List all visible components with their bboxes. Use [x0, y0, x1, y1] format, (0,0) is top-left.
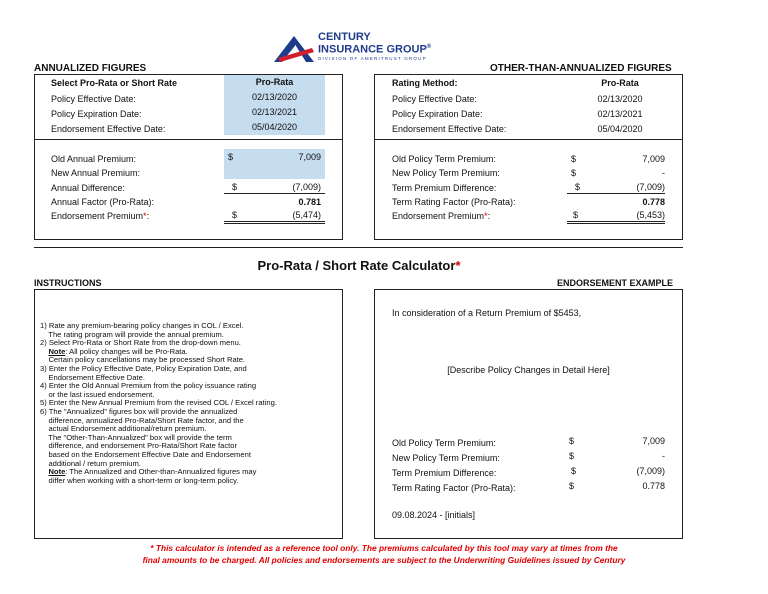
ex-old-label: Old Policy Term Premium:	[392, 438, 496, 448]
oth-old-value: 7,009	[642, 154, 665, 164]
oth-old-currency: $	[571, 154, 577, 164]
ann-diff-value: (7,009)	[292, 182, 321, 192]
ann-exp-label: Policy Expiration Date:	[51, 109, 142, 119]
ex-diff-currency: $	[571, 466, 577, 476]
ann-endprem-currency: $	[232, 210, 238, 220]
ann-end-label: Endorsement Effective Date:	[51, 124, 166, 134]
oth-diff-currency: $	[575, 182, 581, 192]
company-logo	[272, 32, 447, 68]
ex-new-currency: $	[569, 451, 575, 461]
ann-factor-value: 0.781	[298, 197, 321, 207]
ann-new-label: New Annual Premium:	[51, 168, 141, 178]
oth-eff-label: Policy Effective Date:	[392, 94, 477, 104]
ann-method-select[interactable]: Pro-Rata	[224, 75, 325, 90]
calculator-title-star: *	[455, 258, 461, 273]
ann-diff	[224, 181, 325, 194]
logo-mark-icon	[272, 32, 318, 66]
disclaimer-line2: final amounts to be charged. All policies and endorsements are subject to the Underwriting Guidelines issued by Century	[142, 555, 626, 565]
ann-endprem	[224, 209, 325, 224]
ann-end-input[interactable]: 05/04/2020	[224, 120, 325, 135]
oth-new-label: New Policy Term Premium:	[392, 168, 500, 178]
ann-old-currency: $	[228, 152, 234, 162]
example-title: ENDORSEMENT EXAMPLE	[557, 278, 674, 288]
ann-endprem-star: *	[143, 211, 147, 221]
oth-method-value: Pro-Rata	[601, 78, 639, 88]
oth-endprem-label: Endorsement Premium*:	[392, 211, 491, 221]
ann-divider	[35, 139, 342, 140]
ann-old-label: Old Annual Premium:	[51, 154, 137, 164]
ex-factor-currency: $	[569, 481, 575, 491]
annualized-box	[34, 74, 343, 240]
ann-eff-input[interactable]: 02/13/2020	[224, 90, 325, 105]
oth-diff-label: Term Premium Difference:	[392, 183, 497, 193]
annualized-title: ANNUALIZED FIGURES	[34, 63, 147, 74]
oth-eff-value: 02/13/2020	[597, 94, 643, 104]
ann-endprem-label: Endorsement Premium*:	[51, 211, 150, 221]
oth-exp-label: Policy Expiration Date:	[392, 109, 483, 119]
ann-endprem-value: (5,474)	[292, 210, 321, 220]
ann-diff-label: Annual Difference:	[51, 183, 125, 193]
other-box	[374, 74, 683, 240]
ex-diff-value: (7,009)	[636, 466, 665, 476]
oth-new-currency: $	[571, 168, 577, 178]
oth-new-value: -	[662, 168, 665, 178]
oth-exp-value: 02/13/2021	[597, 109, 643, 119]
other-title: OTHER-THAN-ANNUALIZED FIGURES	[490, 63, 672, 74]
oth-endprem	[567, 209, 665, 224]
example-box	[374, 289, 683, 539]
example-signature: 09.08.2024 - [initials]	[392, 510, 476, 520]
oth-old-label: Old Policy Term Premium:	[392, 154, 496, 164]
oth-factor-value: 0.778	[642, 197, 665, 207]
instructions-title: INSTRUCTIONS	[34, 278, 102, 288]
oth-end-value: 05/04/2020	[597, 124, 643, 134]
ex-new-value: -	[662, 451, 665, 461]
ex-factor-label: Term Rating Factor (Pro-Rata):	[392, 483, 516, 493]
ann-new-input[interactable]	[224, 164, 325, 179]
ex-factor-value: 0.778	[642, 481, 665, 491]
logo-line2: INSURANCE GROUP	[318, 43, 427, 56]
ex-new-label: New Policy Term Premium:	[392, 453, 500, 463]
ann-exp-input[interactable]: 02/13/2021	[224, 105, 325, 120]
example-consideration: In consideration of a Return Premium of $5453,	[392, 308, 582, 318]
logo-tagline: DIVISION OF AMERITRUST GROUP	[318, 56, 427, 61]
oth-divider	[375, 139, 682, 140]
oth-diff-value: (7,009)	[636, 182, 665, 192]
oth-factor-label: Term Rating Factor (Pro-Rata):	[392, 197, 516, 207]
example-describe: [Describe Policy Changes in Detail Here]	[447, 365, 610, 375]
oth-endprem-currency: $	[573, 210, 579, 220]
oth-endprem-star: *	[484, 211, 488, 221]
disclaimer-line1: * This calculator is intended as a reference tool only. The premiums calculated by this tool may vary at times from the	[150, 543, 618, 553]
ann-method-label: Select Pro-Rata or Short Rate	[51, 78, 178, 88]
ann-factor-label: Annual Factor (Pro-Rata):	[51, 197, 155, 207]
logo-registered: ®	[426, 44, 432, 50]
ann-diff-currency: $	[232, 182, 238, 192]
ex-old-currency: $	[569, 436, 575, 446]
oth-end-label: Endorsement Effective Date:	[392, 124, 507, 134]
ann-old-value: 7,009	[298, 152, 321, 162]
calculator-title: Pro-Rata / Short Rate Calculator*	[257, 258, 461, 273]
ex-old-value: 7,009	[642, 436, 665, 446]
oth-endprem-value: (5,453)	[636, 210, 665, 220]
oth-method-label: Rating Method:	[392, 78, 458, 88]
instructions-text: 1) Rate any premium-bearing policy changes in COL / Excel. The rating program will provide the annual premium. 2) Select Pro-Rata or Short Rate from the drop-down menu. Note: All policy changes will be Pro-Rata. Certain policy cancellations may be processed Short Rate. 3) Enter the Policy Effective Date, Policy Expiration Date, and Endorsement Effective Date. 4) Enter the Old Annual Premium from the policy issuance rating or the last issued endorsement. 5) Enter the New Annual Premium from the revised COL / Excel rating. 6) The "Annualized" figures box will provide the annualized difference, annualized Pro-Rata/Short Rate factor, and the actual Endorsement additional/return premium. The "Other-Than-Annualized" box will provide the term difference, and endorsement Pro-Rata/Short Rate factor based on the Endorsement Effective Date and Endorsement additional / return premium. Note: The Annualized and Other-than-Annualized figures may differ when working with a short-term or long-term policy.	[40, 321, 277, 485]
ex-diff-label: Term Premium Difference:	[392, 468, 497, 478]
oth-diff	[567, 181, 665, 194]
ann-eff-label: Policy Effective Date:	[51, 94, 136, 104]
ann-old-input[interactable]	[224, 149, 325, 164]
section-rule	[34, 247, 683, 248]
logo-line1: CENTURY	[318, 31, 371, 43]
